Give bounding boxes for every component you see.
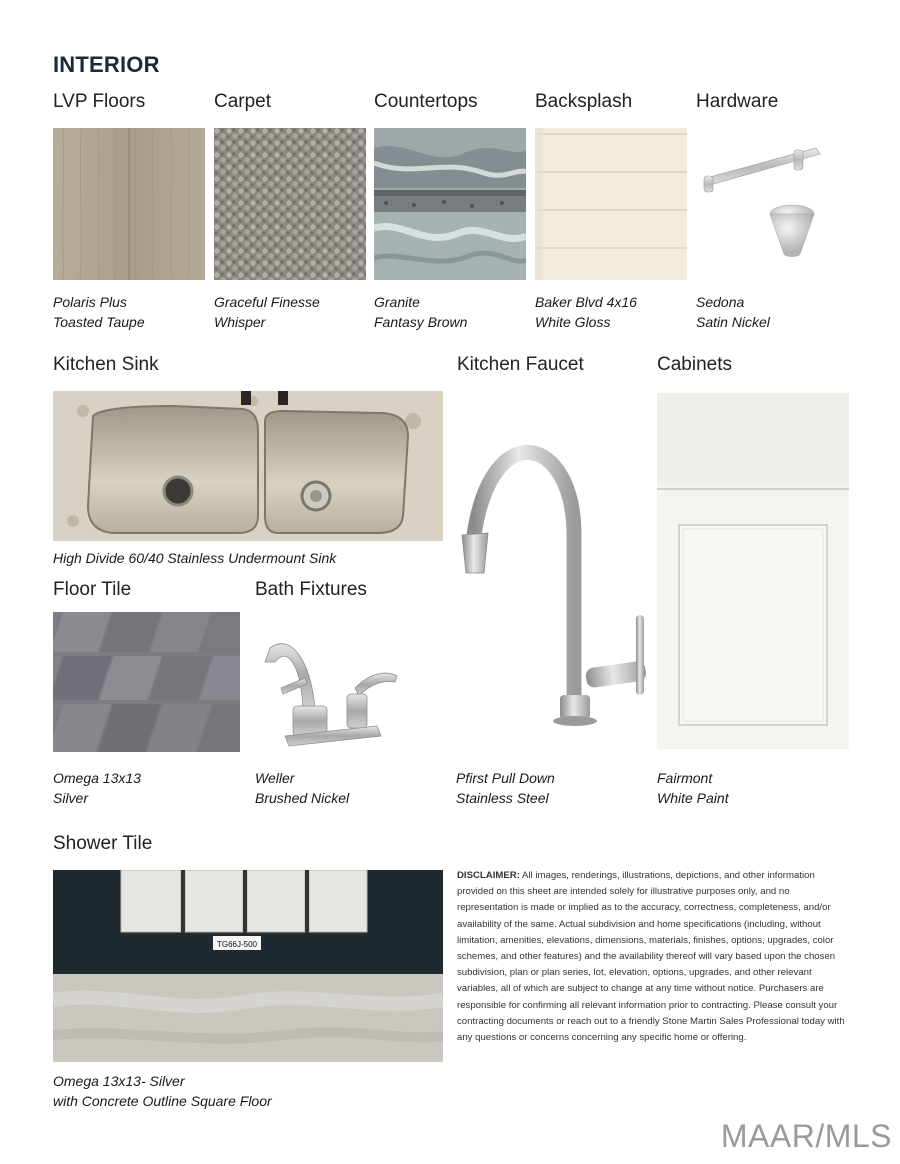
backsplash-heading: Backsplash xyxy=(535,91,633,112)
bathroom-faucet-icon xyxy=(255,618,405,758)
backsplash-name: Baker Blvd 4x16 xyxy=(535,294,637,310)
page-title: INTERIOR xyxy=(53,52,160,77)
cabinets-heading: Cabinets xyxy=(657,354,732,375)
bath-fixtures-color: Brushed Nickel xyxy=(255,790,350,806)
floor-tile-heading: Floor Tile xyxy=(53,579,132,600)
floor-tile-name: Omega 13x13 xyxy=(53,770,141,786)
cabinets-name: Fairmont xyxy=(657,770,713,786)
kitchen-sink-heading: Kitchen Sink xyxy=(53,354,159,375)
kitchen-faucet-name: Pfirst Pull Down xyxy=(456,770,555,786)
cabinets-swatch xyxy=(657,393,849,749)
bath-fixtures-name: Weller xyxy=(255,770,295,786)
subway-tile-image xyxy=(535,128,687,280)
hardware-name: Sedona xyxy=(696,294,745,310)
kitchen-faucet-swatch xyxy=(452,395,648,735)
floor-tile-swatch xyxy=(53,612,240,752)
tile-product-label: TG66J-500 xyxy=(216,940,258,949)
kitchen-faucet-heading: Kitchen Faucet xyxy=(457,354,584,375)
kitchen-sink-swatch xyxy=(53,391,443,541)
floor-tile-color: Silver xyxy=(53,790,89,806)
countertops-name: Granite xyxy=(374,294,420,310)
bath-fixtures-swatch xyxy=(255,618,405,758)
disclaimer-label: DISCLAIMER: xyxy=(457,870,520,881)
carpet-texture-image xyxy=(214,128,366,280)
shower-tile-swatch xyxy=(53,870,443,1062)
lvp-floors-color: Toasted Taupe xyxy=(53,314,145,330)
cabinets-color: White Paint xyxy=(657,790,729,806)
kitchen-sink-name: High Divide 60/40 Stainless Undermount Sink xyxy=(53,550,337,566)
shower-tile-name: Omega 13x13- Silver xyxy=(53,1073,185,1089)
wood-plank-image xyxy=(53,128,205,280)
hardware-heading: Hardware xyxy=(696,91,779,112)
bath-fixtures-heading: Bath Fixtures xyxy=(255,579,367,600)
lvp-floors-heading: LVP Floors xyxy=(53,91,146,112)
granite-image xyxy=(374,128,526,280)
mls-watermark: MAAR/MLS xyxy=(720,1118,892,1154)
disclaimer-text: All images, renderings, illustrations, depictions, and other information provided on this sheet are intended solely for illustrative purposes only, and no representation is made or implied as to the accuracy, correctness, completeness, and/or availability of the same. Actual subdivision and home specifications (including, without limitation, amenities, elevations, dimensions, materials, finishes, options, upgrades, color schemes, and other features) and the availability thereof will vary based upon the chosen subdivision, plan or plan series, lot, elevation, options, upgrades, and other relevant variables, all of which are subject to change at any time without notice. Purchasers are responsible for confirming all relevant information prior to contracting. Please consult your contracting documents or reach out to a friendly Stone Martin Sales Professional today with any questions or concerns concerning any specific home or offering. xyxy=(457,870,845,1044)
lvp-floors-name: Polaris Plus xyxy=(53,294,127,310)
countertops-heading: Countertops xyxy=(374,91,478,112)
shower-tile-heading: Shower Tile xyxy=(53,833,153,854)
carpet-name: Graceful Finesse xyxy=(214,294,320,310)
disclaimer xyxy=(457,868,853,1046)
pull-down-faucet-icon xyxy=(452,395,648,735)
countertops-color: Fantasy Brown xyxy=(374,314,468,330)
backsplash-swatch xyxy=(535,128,687,280)
floor-tile-image xyxy=(53,612,240,752)
countertops-swatch xyxy=(374,128,526,280)
lvp-floors-swatch xyxy=(53,128,205,280)
shower-tile-description: with Concrete Outline Square Floor xyxy=(53,1093,272,1109)
sink-image xyxy=(53,391,443,541)
hardware-color: Satin Nickel xyxy=(696,314,770,330)
carpet-color: Whisper xyxy=(214,314,266,330)
kitchen-faucet-color: Stainless Steel xyxy=(456,790,549,806)
hardware-swatch xyxy=(696,128,848,280)
carpet-swatch xyxy=(214,128,366,280)
cabinet-pull-icon xyxy=(696,128,848,280)
shaker-cabinet-door-image xyxy=(657,393,849,749)
carpet-heading: Carpet xyxy=(214,91,272,112)
shower-tile-image xyxy=(53,870,443,1062)
backsplash-color: White Gloss xyxy=(535,314,611,330)
